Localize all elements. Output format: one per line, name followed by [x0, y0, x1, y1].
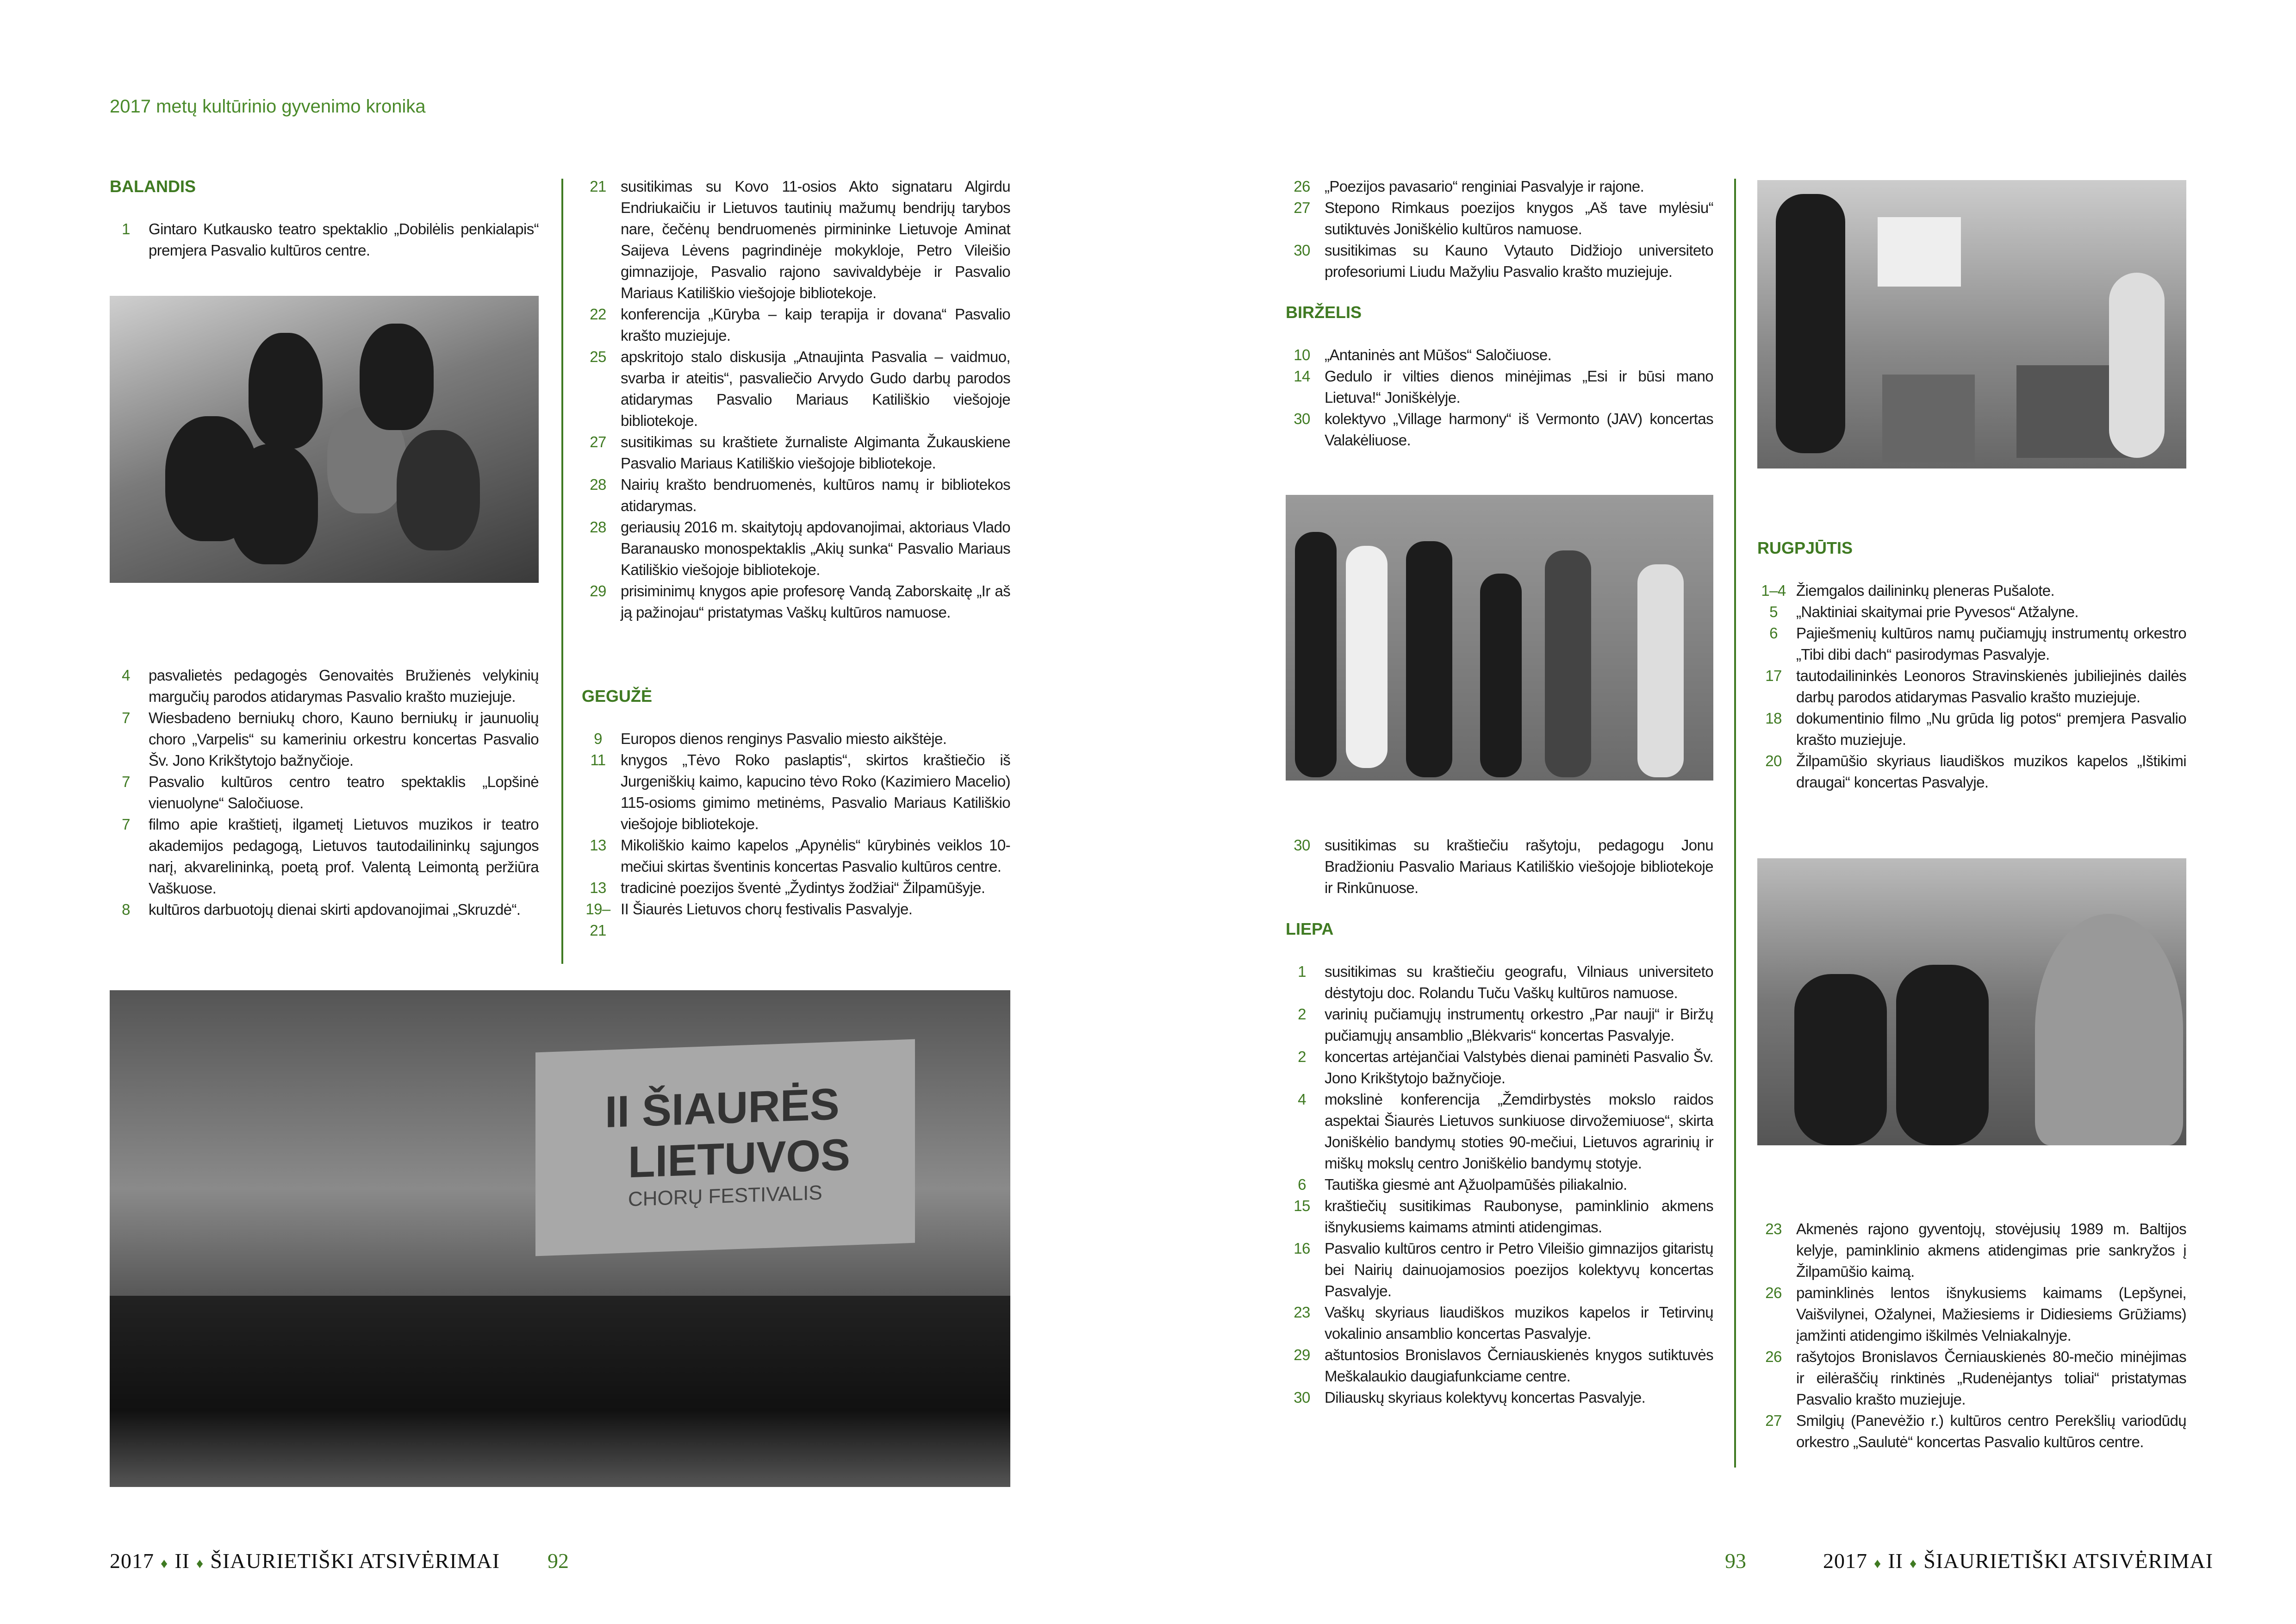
entry-date: 6	[1298, 1176, 1306, 1193]
entry-text: susitikimas su kraštiete žurnaliste Algimanta Žukauskiene Pasvalio Mariaus Katiliškio viešojoje bibliotekoje.	[621, 433, 1010, 472]
entry-text: rašytojos Bronislavos Černiauskienės 80-mečio minėjimas ir eilėraščių rinktinės „Rudenėjantys toliai“ pristatymas Pasvalio krašto muziejuje.	[1796, 1348, 2186, 1408]
chronicle-entry	[1286, 366, 1713, 408]
chronicle-entry	[1286, 176, 1713, 197]
footer-title: ŠIAURIETIŠKI ATSIVĖRIMAI	[1923, 1549, 2214, 1573]
section-geguze	[582, 686, 1010, 941]
entry-date: 15	[1294, 1197, 1310, 1214]
chronicle-entry	[1757, 623, 2186, 665]
footer-volume: II	[174, 1549, 190, 1573]
diamond-icon: ♦	[1874, 1556, 1882, 1571]
section-balandis	[110, 176, 539, 261]
entry-text: Diliauskų skyriaus kolektyvų koncertas Pasvalyje.	[1325, 1389, 1646, 1406]
entry-text: Gedulo ir vilties dienos minėjimas „Esi ir būsi mano Lietuva!“ Joniškėlyje.	[1325, 368, 1713, 406]
page-number-right: 93	[1725, 1549, 1746, 1573]
entry-date: 2	[1298, 1006, 1306, 1023]
column-divider	[1734, 179, 1736, 1468]
chronicle-entry	[1286, 1302, 1713, 1344]
entry-date: 27	[590, 433, 606, 450]
entry-date: 20	[1765, 752, 1782, 769]
easter-eggs-photo	[110, 296, 539, 583]
diamond-icon: ♦	[1909, 1556, 1917, 1571]
entry-text: susitikimas su Kovo 11-osios Akto signataru Algirdu Endriukaičiu ir Lietuvos tautinių mažumų bendrijų tarybos nare, čečėnų bendruomenės pirmininke Lietuvoje Aminat Saijeva Lėvens pagrindinėje mokykloje, Petro Vileišio gimnazijoje, Pasvalio rajono savivaldybėje ir Pasvalio Mariaus Katiliškio viešojoje bibliotekoje.	[621, 178, 1010, 301]
entry-date: 13	[590, 879, 606, 896]
chronicle-entry	[582, 581, 1010, 623]
chronicle-entry	[1757, 1282, 2186, 1346]
chronicle-entry	[1286, 1195, 1713, 1238]
entry-text: koncertas artėjančiai Valstybės dienai paminėti Pasvalio Šv. Jono Krikštytojo bažnyčioje.	[1325, 1048, 1713, 1087]
month-heading: BALANDIS	[110, 177, 196, 196]
entry-text: II Šiaurės Lietuvos chorų festivalis Pasvalyje.	[621, 900, 913, 918]
chronicle-entry	[1286, 1174, 1713, 1195]
entry-text: „Poezijos pavasario“ renginiai Pasvalyje ir rajone.	[1325, 178, 1644, 195]
month-heading: LIEPA	[1286, 919, 1334, 938]
entry-text: pasvalietės pedagogės Genovaitės Bružienės velykinių margučių parodos atidarymas Pasvalio krašto muziejuje.	[149, 667, 539, 705]
entry-date: 4	[1298, 1091, 1306, 1108]
entry-date: 27	[1765, 1412, 1782, 1429]
chronicle-entry	[1286, 1004, 1713, 1046]
entry-date: 23	[1765, 1220, 1782, 1237]
entry-text: tautodailininkės Leonoros Stravinskienės jubiliejinės dailės darbų parodos atidarymas Pasvalio krašto muziejuje.	[1796, 667, 2186, 706]
entry-text: mokslinė konferencija „Žemdirbystės mokslo raidos aspektai Šiaurės Lietuvos sunkiuose dirvožemiuose“, skirta Joniškėlio bandymų stoties 90-mečiui, Lietuvos agrarinių ir miškų mokslų centro Joniškėlio bandymų stotyje.	[1325, 1091, 1713, 1172]
entry-date: 6	[1769, 625, 1778, 642]
entry-date: 9	[594, 730, 602, 747]
entry-text: tradicinė poezijos šventė „Žydintys žodžiai“ Žilpamūšyje.	[621, 879, 985, 896]
entry-text: prisiminimų knygos apie profesorę Vandą Zaborskaitę „Ir aš ją pažinojau“ pristatymas Vaškų kultūros namuose.	[621, 582, 1010, 621]
entry-text: Pajiešmenių kultūros namų pučiamųjų instrumentų orkestro „Tibi dibi dach“ pasirodymas Pasvalyje.	[1796, 625, 2186, 663]
entry-text: Europos dienos renginys Pasvalio miesto aikštėje.	[621, 730, 947, 747]
chronicle-entry	[1286, 1089, 1713, 1174]
entry-date: 29	[590, 582, 606, 600]
entry-date: 8	[122, 901, 130, 918]
entry-date: 14	[1294, 368, 1310, 385]
entry-text: kultūros darbuotojų dienai skirti apdovanojimai „Skruzdė“.	[149, 901, 521, 918]
entry-date: 18	[1765, 710, 1782, 727]
footer-right	[1823, 1549, 2213, 1573]
entry-text: geriausių 2016 m. skaitytojų apdovanojimai, aktoriaus Vlado Baranausko monospektaklis „Akių sunka“ Pasvalio Mariaus Katiliškio viešojoje bibliotekoje.	[621, 518, 1010, 578]
entry-date: 17	[1765, 667, 1782, 684]
entry-date: 13	[590, 837, 606, 854]
entry-text: dokumentinio filmo „Nu grūda lig potos“ premjera Pasvalio krašto muziejuje.	[1796, 710, 2186, 748]
entry-date: 7	[122, 773, 130, 790]
entry-text: Mikoliškio kaimo kapelos „Apynėlis“ kūrybinės veiklos 10-mečiui skirtas šventinis koncertas Pasvalio kultūros centre.	[621, 837, 1010, 875]
chronicle-entry	[582, 899, 1010, 941]
entry-date: 28	[590, 476, 606, 493]
month-heading: RUGPJŪTIS	[1757, 538, 1853, 557]
entry-text: Žiemgalos dailininkų pleneras Pušalote.	[1796, 582, 2055, 599]
chronicle-entry	[110, 665, 539, 707]
entry-date: 28	[590, 518, 606, 536]
footer-volume: II	[1888, 1549, 1903, 1573]
chronicle-entry	[582, 877, 1010, 899]
entry-date: 2	[1298, 1048, 1306, 1065]
entry-date: 7	[122, 709, 130, 726]
footer-year: 2017	[110, 1549, 154, 1573]
artists-with-paintings-photo	[1757, 180, 2186, 468]
entry-date: 26	[1765, 1348, 1782, 1365]
entry-text: susitikimas su kraštiečiu rašytoju, pedagogu Jonu Bradžioniu Pasvalio Mariaus Katiliškio viešojoje bibliotekoje ir Rinkūnuose.	[1325, 837, 1713, 896]
section-rugpjutis	[1757, 537, 2186, 793]
section-balandis-late	[582, 176, 1010, 623]
chronicle-entry	[1286, 1046, 1713, 1089]
memorial-stone-photo	[1757, 858, 2186, 1145]
entry-date: 27	[1294, 199, 1310, 216]
entry-text: kolektyvo „Village harmony“ iš Vermonto (JAV) koncertas Valakėliuose.	[1325, 410, 1713, 449]
entry-date: 21	[590, 178, 606, 195]
chronicle-entry	[582, 304, 1010, 346]
entry-date: 7	[122, 816, 130, 833]
month-heading: BIRŽELIS	[1286, 303, 1362, 322]
entry-date: 30	[1294, 410, 1310, 427]
memorial-stone	[2035, 914, 2183, 1145]
entry-date: 26	[1765, 1284, 1782, 1301]
section-birzelis-cont	[1286, 835, 1713, 899]
chronicle-entry	[1757, 708, 2186, 750]
entry-date: 1	[1298, 963, 1306, 980]
banner-text: CHORŲ FESTIVALIS	[628, 1181, 822, 1211]
entry-text: filmo apie kraštietį, ilgametį Lietuvos muzikos ir teatro akademijos pedagogą, Lietuvos tautodailininkų sąjungos narį, akvarelininką, poetą prof. Valentą Leimontą peržiūra Vaškuose.	[149, 816, 539, 897]
entry-date: 23	[1294, 1304, 1310, 1321]
chronicle-entry	[1286, 1344, 1713, 1387]
column-divider	[561, 179, 563, 964]
chronicle-entry	[1757, 750, 2186, 793]
entry-date: 11	[590, 751, 606, 768]
chronicle-entry	[582, 750, 1010, 835]
group-with-books-photo	[1286, 495, 1713, 781]
chronicle-entry	[582, 474, 1010, 517]
entry-date: 10	[1294, 346, 1310, 363]
entry-text: susitikimas su kraštiečiu geografu, Vilniaus universiteto dėstytoju doc. Rolandu Tuču Vaškų kultūros namuose.	[1325, 963, 1713, 1001]
entry-date: 22	[590, 306, 606, 323]
entry-date: 29	[1294, 1346, 1310, 1363]
entry-text: Akmenės rajono gyventojų, stovėjusių 1989 m. Baltijos kelyje, paminklinio akmens atidengimas prie sankryžos į Žilpamūšio kaimą.	[1796, 1220, 2186, 1280]
section-geguze-cont	[1286, 176, 1713, 282]
page-number-left: 92	[548, 1549, 569, 1573]
entry-text: kraštiečių susitikimas Raubonyse, paminklinio akmens išnykusiems kaimams atminti atidengimas.	[1325, 1197, 1713, 1236]
chronicle-entry	[1286, 961, 1713, 1004]
chronicle-entry	[1286, 240, 1713, 282]
entry-date: 30	[1294, 1389, 1310, 1406]
section-balandis-cont	[110, 665, 539, 920]
banner-text: II ŠIAURĖS	[605, 1079, 840, 1137]
entry-text: Tautiška giesmė ant Ąžuolpamūšės piliakalnio.	[1325, 1176, 1627, 1193]
entry-date: 26	[1294, 178, 1310, 195]
diamond-icon: ♦	[161, 1556, 168, 1571]
entry-date: 4	[122, 667, 130, 684]
chronicle-entry	[582, 431, 1010, 474]
entry-text: konferencija „Kūryba – kaip terapija ir dovana“ Pasvalio krašto muziejuje.	[621, 306, 1010, 344]
choir-group	[110, 1296, 1010, 1487]
entry-text: Žilpamūšio skyriaus liaudiškos muzikos kapelos „Ištikimi draugai“ koncertas Pasvalyje.	[1796, 752, 2186, 791]
entry-text: aštuntosios Bronislavos Černiauskienės knygos sutiktuvės Meškalaukio daugiafunkciame centre.	[1325, 1346, 1713, 1385]
entry-text: Wiesbadeno berniukų choro, Kauno berniukų ir jaunuolių choro „Varpelis“ su kameriniu orkestru koncertas Pasvalio Šv. Jono Krikštytojo bažnyčioje.	[149, 709, 539, 769]
chronicle-entry	[1757, 601, 2186, 623]
diamond-icon: ♦	[196, 1556, 204, 1571]
footer-year: 2017	[1823, 1549, 1867, 1573]
chronicle-entry	[1757, 665, 2186, 708]
entry-text: Vaškų skyriaus liaudiškos muzikos kapelos ir Tetirvinų vokalinio ansamblio koncertas Pasvalyje.	[1325, 1304, 1713, 1342]
entry-text: Stepono Rimkaus poezijos knygos „Aš tave mylėsiu“ sutiktuvės Joniškėlio kultūros namuose.	[1325, 199, 1713, 237]
entry-text: Smilgių (Panevėžio r.) kultūros centro Perekšlių variodūdų orkestro „Saulutė“ koncertas Pasvalio kultūros centre.	[1796, 1412, 2186, 1450]
chronicle-entry	[1286, 408, 1713, 451]
section-rugpjutis-cont	[1757, 1218, 2186, 1453]
entry-date: 1–4	[1761, 582, 1786, 599]
entry-date: 5	[1769, 603, 1778, 620]
chronicle-entry	[1286, 1238, 1713, 1302]
entry-text: varinių pučiamųjų instrumentų orkestro „Par nauji“ ir Biržų pučiamųjų ansamblio „Blėkvaris“ koncertas Pasvalyje.	[1325, 1006, 1713, 1044]
chronicle-entry	[110, 707, 539, 771]
chronicle-entry	[582, 517, 1010, 581]
entry-text: susitikimas su Kauno Vytauto Didžiojo universiteto profesoriumi Liudu Mažyliu Pasvalio krašto muziejuje.	[1325, 242, 1713, 280]
section-liepa	[1286, 918, 1713, 1408]
chronicle-entry	[110, 899, 539, 920]
entry-date: 16	[1294, 1240, 1310, 1257]
chronicle-entry	[582, 346, 1010, 431]
entry-date: 30	[1294, 242, 1310, 259]
entry-text: Pasvalio kultūros centro ir Petro Vileišio gimnazijos gitaristų bei Nairių dainuojamosios poezijos kolektyvų koncertas Pasvalyje.	[1325, 1240, 1713, 1299]
chronicle-entry	[110, 771, 539, 814]
footer-left	[110, 1549, 500, 1573]
entry-date: 19–21	[585, 900, 610, 939]
chronicle-entry	[582, 728, 1010, 750]
chronicle-entry	[1757, 1218, 2186, 1282]
entry-text: knygos „Tėvo Roko paslaptis“, skirtos kraštiečio iš Jurgeniškių kaimo, kapucino tėvo Roko (Kazimiero Macelio) 115-osioms gimimo metinėms, Pasvalio Mariaus Katiliškio viešojoje bibliotekoje.	[621, 751, 1010, 832]
chronicle-entry	[1286, 197, 1713, 240]
entry-date: 1	[122, 220, 130, 237]
entry-date: 25	[590, 348, 606, 365]
entry-text: „Naktiniai skaitymai prie Pyvesos“ Atžalyne.	[1796, 603, 2078, 620]
entry-text: „Antaninės ant Mūšos“ Saločiuose.	[1325, 346, 1552, 363]
entry-text: apskritojo stalo diskusija „Atnaujinta Pasvalia – vaidmuo, svarba ir ateitis“, pasvaliečio Arvydo Gudo darbų parodos atidarymas Pasvalio Mariaus Katiliškio viešojoje bibliotekoje.	[621, 348, 1010, 429]
entry-text: paminklinės lentos išnykusiems kaimams (Lepšynei, Vaišvilynei, Ožalynei, Mažiesiems ir Didiesiems Grūžiams) įamžinti atidengimo iškilmės Velniakalnyje.	[1796, 1284, 2186, 1344]
festival-banner	[535, 1039, 915, 1256]
chronicle-entry	[1286, 1387, 1713, 1408]
chronicle-entry	[582, 835, 1010, 877]
entry-date: 30	[1294, 837, 1310, 854]
chronicle-entry	[1286, 835, 1713, 899]
chronicle-entry	[110, 814, 539, 899]
chronicle-entry	[582, 176, 1010, 304]
entry-text: Nairių krašto bendruomenės, kultūros namų ir bibliotekos atidarymas.	[621, 476, 1010, 514]
section-birzelis	[1286, 302, 1713, 451]
footer-title: ŠIAURIETIŠKI ATSIVĖRIMAI	[210, 1549, 500, 1573]
entry-text: Gintaro Kutkausko teatro spektaklio „Dobilėlis penkialapis“ premjera Pasvalio kultūros centre.	[149, 220, 539, 259]
month-heading: GEGUŽĖ	[582, 687, 653, 706]
banner-text: LIETUVOS	[628, 1130, 851, 1187]
chronicle-entry	[1286, 344, 1713, 366]
choir-festival-photo	[110, 990, 1010, 1487]
chronicle-entry	[1757, 1410, 2186, 1453]
entry-text: Pasvalio kultūros centro teatro spektaklis „Lopšinė vienuolyne“ Saločiuose.	[149, 773, 539, 812]
chronicle-entry	[1757, 580, 2186, 601]
chronicle-entry	[1757, 1346, 2186, 1410]
chronicle-entry	[110, 219, 539, 261]
running-head: 2017 metų kultūrinio gyvenimo kronika	[110, 96, 426, 117]
